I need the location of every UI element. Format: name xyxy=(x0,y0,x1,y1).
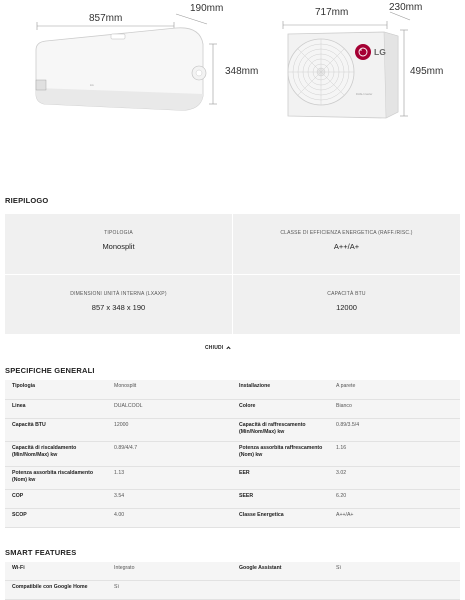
spec-value: Sì xyxy=(336,565,341,571)
spec-value: A parete xyxy=(336,383,356,389)
summary-cell-dimensions xyxy=(5,275,232,335)
spec-key: Capacità BTU xyxy=(12,422,46,428)
spec-value: Integrato xyxy=(114,565,135,571)
spec-value: 3.54 xyxy=(114,493,125,499)
summary-cell-type xyxy=(5,214,232,274)
summary-label: TIPOLOGIA xyxy=(104,230,133,236)
smart-features-title: SMART FEATURES xyxy=(5,548,77,557)
summary-label: DIMENSIONI UNITÀ INTERNA (LXAXP) xyxy=(70,291,167,297)
indoor-height-label: 348mm xyxy=(225,66,259,77)
summary-label: CLASSE DI EFFICIENZA ENERGETICA (RAFF./RISC.) xyxy=(280,230,413,236)
spec-key: Wi-Fi xyxy=(12,565,25,571)
table-row xyxy=(5,562,460,581)
summary-panel xyxy=(5,214,460,334)
summary-value: 857 x 348 x 190 xyxy=(91,303,146,312)
general-specs-table xyxy=(5,380,460,528)
spec-key: Potenza assorbita raffrescamento (Nom) kw xyxy=(239,445,323,458)
general-specs-title: SPECIFICHE GENERALI xyxy=(5,366,95,375)
smart-features-table xyxy=(5,562,460,600)
spec-value: 1.16 xyxy=(336,445,347,451)
spec-value: 12000 xyxy=(114,422,129,428)
spec-value: 4.00 xyxy=(114,512,125,518)
spec-key: Capacità di raffrescamento (Min/Nom/Max) kw xyxy=(239,422,306,435)
summary-title: RIEPILOGO xyxy=(5,196,49,205)
table-row xyxy=(5,400,460,419)
table-row xyxy=(5,490,460,509)
chevron-up-icon xyxy=(226,346,230,350)
spec-key: Compatibile con Google Home xyxy=(12,584,88,590)
table-row xyxy=(5,467,460,490)
indoor-depth-label: 190mm xyxy=(190,3,224,14)
table-row xyxy=(5,419,460,442)
summary-value: Monosplit xyxy=(102,242,135,251)
product-dimensions-area xyxy=(0,0,465,125)
summary-value: 12000 xyxy=(336,303,357,312)
spec-value: 0.89/3.5/4 xyxy=(336,422,360,428)
spec-key: Google Assistant xyxy=(239,565,282,571)
spec-key: EER xyxy=(239,470,250,476)
svg-text:LG: LG xyxy=(374,47,386,57)
spec-key: Tipologia xyxy=(12,383,35,389)
spec-value: A++/A+ xyxy=(336,512,354,518)
spec-value xyxy=(336,581,460,599)
spec-key xyxy=(232,581,336,599)
spec-value: DUALCOOL xyxy=(114,403,143,409)
spec-key: COP xyxy=(12,493,24,499)
outdoor-width-label: 717mm xyxy=(315,7,349,18)
spec-value: Sì xyxy=(114,584,119,590)
spec-key: Colore xyxy=(239,403,256,409)
table-row xyxy=(5,509,460,528)
spec-key: Capacità di riscaldamento (Min/Nom/Max) kw xyxy=(12,445,77,458)
spec-value: Bianco xyxy=(336,403,352,409)
spec-key: Classe Energetica xyxy=(239,512,284,518)
svg-text:LG: LG xyxy=(90,83,94,87)
svg-text:DUAL Inverter: DUAL Inverter xyxy=(356,93,373,96)
summary-label: CAPACITÀ BTU xyxy=(327,291,366,297)
close-summary-label: CHIUDI xyxy=(205,345,224,351)
summary-cell-energy-class xyxy=(233,214,460,274)
spec-value: 0.89/4/4.7 xyxy=(114,445,138,451)
indoor-unit-image xyxy=(0,0,465,125)
spec-value: Monosplit xyxy=(114,383,137,389)
summary-cell-btu xyxy=(233,275,460,335)
spec-key: Installazione xyxy=(239,383,271,389)
spec-key: Linea xyxy=(12,403,26,409)
table-row xyxy=(5,581,460,600)
summary-divider xyxy=(5,274,460,275)
table-row xyxy=(5,442,460,467)
spec-key: SEER xyxy=(239,493,254,499)
spec-value: 1.13 xyxy=(114,470,125,476)
spec-value: 6.20 xyxy=(336,493,347,499)
indoor-width-label: 857mm xyxy=(89,13,123,24)
table-row xyxy=(5,380,460,400)
summary-value: A++/A+ xyxy=(333,242,360,251)
outdoor-height-label: 495mm xyxy=(410,66,444,77)
spec-value: 3.02 xyxy=(336,470,347,476)
close-summary-button[interactable] xyxy=(205,345,230,351)
spec-key: SCOP xyxy=(12,512,27,518)
outdoor-depth-label: 230mm xyxy=(389,2,423,13)
spec-key: Potenza assorbita riscaldamento (Nom) kw xyxy=(12,470,94,483)
